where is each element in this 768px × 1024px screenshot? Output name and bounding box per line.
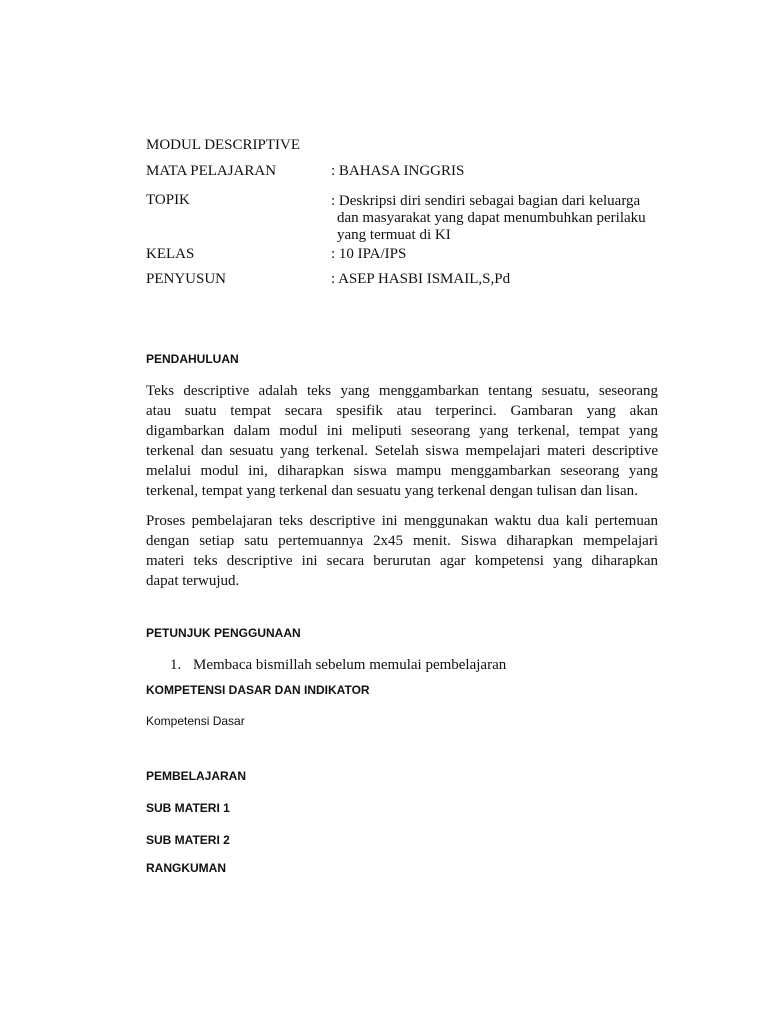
paragraph-line: atau suatu tempat secara spesifik atau terperinci. Gambaran yang akan: [146, 403, 658, 419]
pendahuluan-heading: PENDAHULUAN: [146, 352, 239, 366]
kompetensi-heading: KOMPETENSI DASAR DAN INDIKATOR: [146, 683, 370, 697]
topik-line: : Deskripsi diri sendiri sebagai bagian dari keluarga: [331, 193, 641, 209]
pembelajaran-heading: PEMBELAJARAN: [146, 769, 247, 783]
paragraph-line: dapat terwujud.: [146, 573, 240, 589]
mata-pelajaran-label: MATA PELAJARAN: [146, 163, 277, 179]
topik-line: dan masyarakat yang dapat menumbuhkan perilaku: [337, 210, 646, 226]
paragraph-line: terkenal dan sesuatu yang terkenal. Setelah siswa mempelajari materi descriptive: [146, 443, 658, 459]
paragraph-line: terkenal, tempat yang terkenal dan sesuatu yang terkenal dengan tulisan dan lisan.: [146, 483, 638, 499]
penyusun-label: PENYUSUN: [146, 271, 227, 287]
kompetensi-dasar-subheading: Kompetensi Dasar: [146, 714, 245, 728]
paragraph-line: digambarkan dalam modul ini meliputi seseorang yang terkenal, tempat yang: [146, 423, 658, 439]
rangkuman-heading: RANGKUMAN: [146, 861, 226, 875]
kelas-value: : 10 IPA/IPS: [331, 246, 407, 262]
penyusun-value: : ASEP HASBI ISMAIL,S,Pd: [331, 271, 511, 287]
paragraph-line: Teks descriptive adalah teks yang menggambarkan tentang sesuatu, seseorang: [146, 383, 658, 399]
petunjuk-heading: PETUNJUK PENGGUNAAN: [146, 626, 301, 640]
pendahuluan-paragraph-1: [146, 381, 658, 501]
module-title: MODUL DESCRIPTIVE: [146, 137, 301, 153]
petunjuk-item-text: Membaca bismillah sebelum memulai pembelajaran: [193, 657, 507, 673]
kelas-label: KELAS: [146, 246, 195, 262]
paragraph-line: materi teks descriptive ini secara berurutan agar kompetensi yang diharapkan: [146, 553, 658, 569]
mata-pelajaran-value: : BAHASA INGGRIS: [331, 163, 465, 179]
petunjuk-item-number: 1.: [170, 657, 182, 673]
topik-line: yang termuat di KI: [337, 227, 451, 243]
paragraph-line: melalui modul ini, diharapkan siswa mampu menggambarkan seseorang yang: [146, 463, 658, 479]
topik-value: [331, 193, 646, 244]
topik-label: TOPIK: [146, 192, 190, 208]
paragraph-line: Proses pembelajaran teks descriptive ini menggunakan waktu dua kali pertemuan: [146, 513, 658, 529]
sub-materi-2: SUB MATERI 2: [146, 833, 230, 847]
sub-materi-1: SUB MATERI 1: [146, 801, 230, 815]
paragraph-line: dengan setiap satu pertemuannya 2x45 menit. Siswa diharapkan mempelajari: [146, 533, 658, 549]
pendahuluan-paragraph-2: [146, 511, 658, 591]
